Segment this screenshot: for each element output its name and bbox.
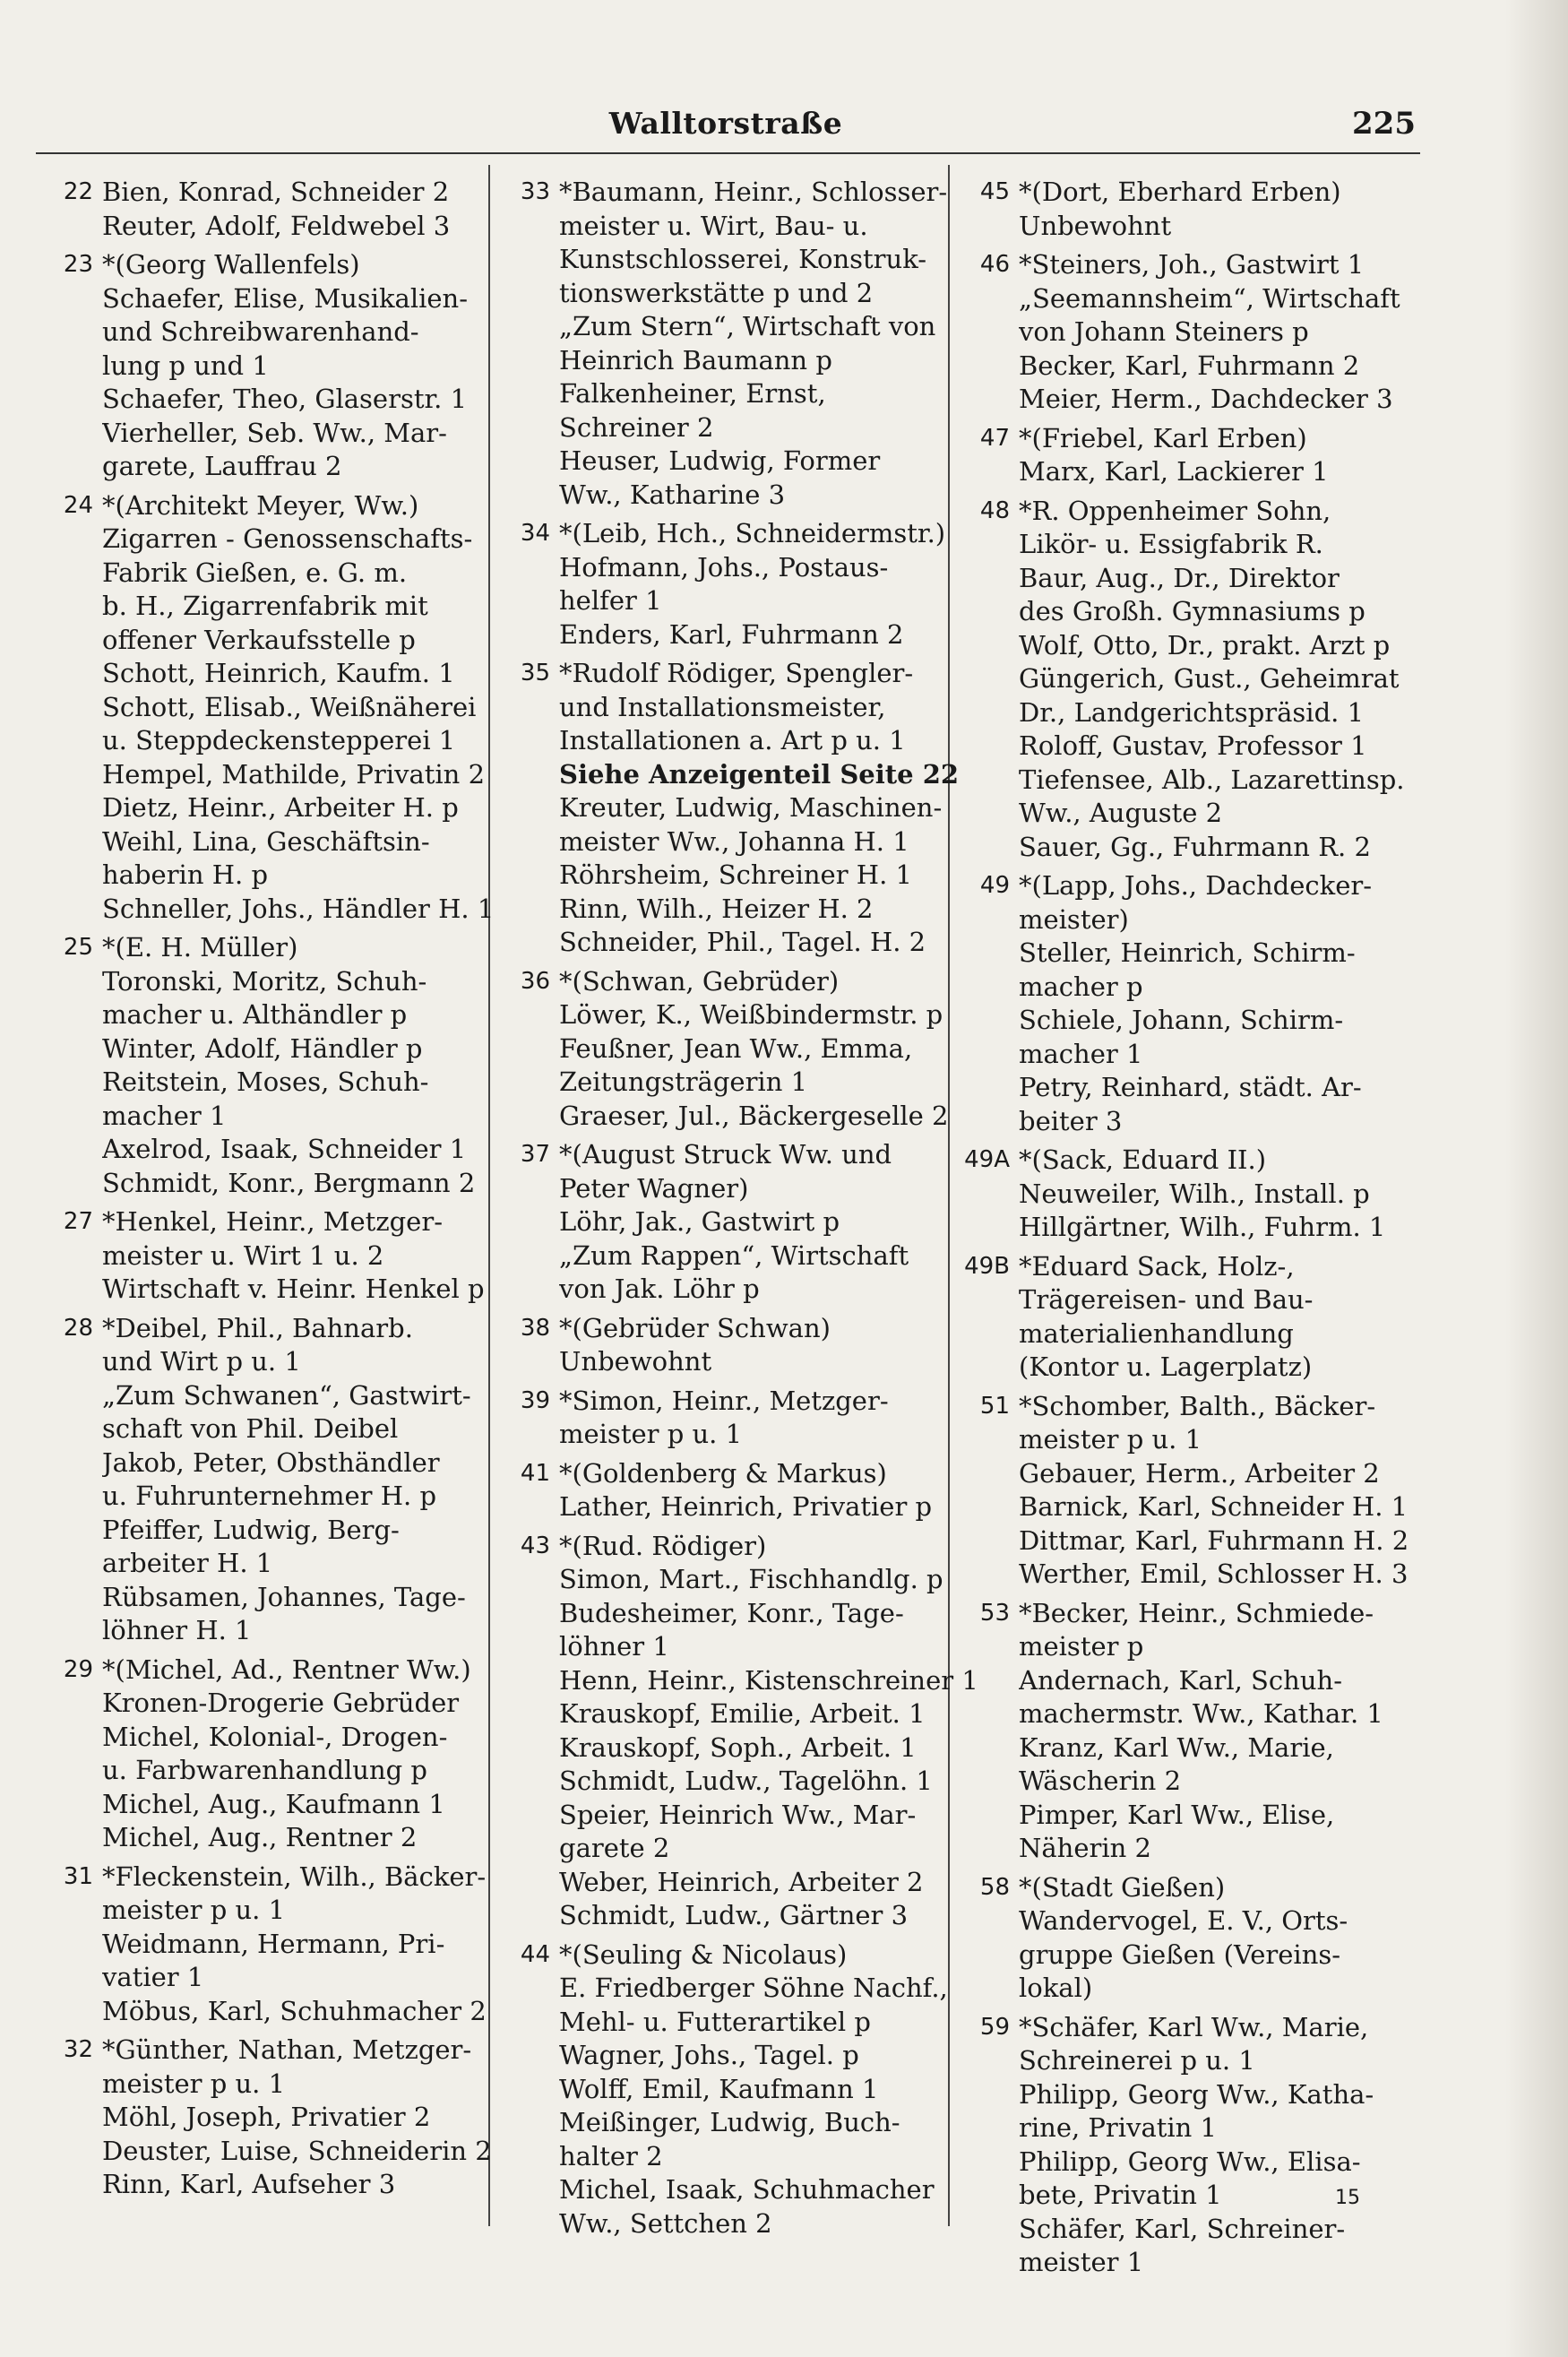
house-entry bbox=[954, 422, 1402, 489]
house-number: 28 bbox=[63, 1314, 93, 1342]
house-number: 48 bbox=[979, 496, 1010, 524]
house-number: 29 bbox=[63, 1655, 93, 1683]
resident-line: Enders, Karl, Fuhrmann 2 bbox=[559, 618, 904, 650]
resident-line: von Johann Steiners p bbox=[1019, 316, 1309, 347]
house-entry bbox=[495, 176, 948, 512]
resident-line: *R. Oppenheimer Sohn, bbox=[1019, 495, 1331, 526]
resident-line: Hempel, Mathilde, Privatin 2 bbox=[102, 758, 486, 790]
resident-line: Unbewohnt bbox=[559, 1346, 712, 1377]
resident-line: meister p u. 1 bbox=[559, 1419, 743, 1449]
resident-line: Peter Wagner) bbox=[559, 1172, 749, 1204]
house-number: 46 bbox=[979, 251, 1010, 278]
resident-line: Reuter, Adolf, Feldwebel 3 bbox=[102, 210, 451, 241]
resident-line: Schott, Heinrich, Kaufm. 1 bbox=[102, 658, 455, 688]
house-number: 38 bbox=[520, 1314, 550, 1342]
house-number: 37 bbox=[520, 1141, 550, 1168]
resident-line: Marx, Karl, Lackierer 1 bbox=[1019, 456, 1329, 487]
resident-line: *(Leib, Hch., Schneidermstr.) bbox=[559, 518, 946, 548]
resident-line: Kranz, Karl Ww., Marie, bbox=[1019, 1731, 1334, 1763]
resident-line: b. H., Zigarrenfabrik mit bbox=[102, 591, 428, 621]
resident-line: meister p u. 1 bbox=[1019, 1424, 1202, 1455]
resident-line: Toronski, Moritz, Schuh- bbox=[102, 965, 427, 997]
resident-line: Weihl, Lina, Geschäftsin- bbox=[102, 825, 430, 857]
resident-line: Jakob, Peter, Obsthändler bbox=[102, 1446, 440, 1478]
resident-line: Baur, Aug., Dr., Direktor bbox=[1019, 562, 1340, 593]
header-rule bbox=[36, 152, 1420, 154]
resident-line: lung p und 1 bbox=[102, 350, 269, 381]
resident-line: Rinn, Wilh., Heizer H. 2 bbox=[559, 893, 874, 924]
street-title: Walltorstraße bbox=[608, 106, 843, 141]
house-entry bbox=[495, 657, 960, 960]
house-entry bbox=[495, 517, 946, 652]
resident-line: und Wirt p u. 1 bbox=[102, 1346, 301, 1377]
resident-line: Schott, Elisab., Weißnäherei bbox=[102, 691, 477, 722]
resident-line: Schmidt, Ludw., Tagelöhn. 1 bbox=[559, 1766, 933, 1796]
house-entry bbox=[495, 965, 949, 1134]
house-number: 39 bbox=[520, 1386, 550, 1414]
resident-line: rine, Privatin 1 bbox=[1019, 2112, 1218, 2143]
sheet-mark: 15 bbox=[1335, 2187, 1360, 2209]
house-entry bbox=[495, 1312, 943, 1379]
house-number: 36 bbox=[520, 967, 550, 995]
resident-line: u. Farbwarenhandlung p bbox=[102, 1755, 427, 1785]
resident-line: beiter 3 bbox=[1019, 1105, 1123, 1136]
resident-line: Tiefensee, Alb., Lazarettinsp. bbox=[1019, 764, 1405, 795]
house-entry bbox=[38, 176, 486, 243]
resident-line: Möbus, Karl, Schuhmacher 2 bbox=[102, 1995, 487, 2026]
resident-line: Philipp, Georg Ww., Katha- bbox=[1019, 2078, 1374, 2110]
resident-line: Graeser, Jul., Bäckergeselle 2 bbox=[559, 1100, 949, 1131]
resident-line: „Zum Rappen“, Wirtschaft bbox=[559, 1239, 909, 1271]
house-number: 23 bbox=[63, 251, 93, 278]
resident-line: Näherin 2 bbox=[1019, 1833, 1151, 1863]
resident-line: löhner 1 bbox=[559, 1631, 669, 1662]
resident-line: Winter, Adolf, Händler p bbox=[102, 1032, 423, 1064]
house-number: 43 bbox=[520, 1532, 550, 1559]
resident-line: *Steiners, Joh., Gastwirt 1 bbox=[1019, 249, 1365, 280]
resident-line: *(Schwan, Gebrüder) bbox=[559, 965, 840, 997]
resident-line: *(Stadt Gießen) bbox=[1019, 1871, 1226, 1903]
resident-line: arbeiter H. 1 bbox=[102, 1548, 273, 1578]
resident-line: Wolff, Emil, Kaufmann 1 bbox=[559, 2073, 879, 2104]
resident-line: Möhl, Joseph, Privatier 2 bbox=[102, 2102, 431, 2132]
resident-line: u. Fuhrunternehmer H. p bbox=[102, 1481, 437, 1511]
house-number: 35 bbox=[520, 660, 550, 686]
resident-line: Feußner, Jean Ww., Emma, bbox=[559, 1032, 913, 1064]
resident-line: Schaefer, Elise, Musikalien- bbox=[102, 282, 469, 314]
resident-line: Rübsamen, Johannes, Tage- bbox=[102, 1581, 466, 1612]
resident-line: Andernach, Karl, Schuh- bbox=[1019, 1664, 1342, 1696]
resident-line: Schreinerei p u. 1 bbox=[1019, 2045, 1255, 2076]
resident-line: Schiele, Johann, Schirm- bbox=[1019, 1005, 1344, 1035]
resident-line: Kunstschlosserei, Konstruk- bbox=[559, 244, 927, 274]
resident-line: Deuster, Luise, Schneiderin 2 bbox=[102, 2135, 492, 2166]
resident-line: Kreuter, Ludwig, Maschinen- bbox=[559, 792, 943, 823]
resident-line: *Simon, Heinr., Metzger- bbox=[559, 1385, 889, 1416]
house-entry bbox=[38, 1653, 486, 1855]
resident-line: Wandervogel, E. V., Orts- bbox=[1019, 1905, 1348, 1936]
house-entry bbox=[38, 1312, 486, 1648]
resident-line: meister Ww., Johanna H. 1 bbox=[559, 825, 909, 857]
resident-line: von Jak. Löhr p bbox=[559, 1273, 760, 1304]
resident-line: Wirtschaft v. Heinr. Henkel p bbox=[102, 1273, 485, 1304]
resident-line: Dietz, Heinr., Arbeiter H. p bbox=[102, 792, 459, 823]
house-entry bbox=[495, 1938, 948, 2241]
resident-line: Wäscherin 2 bbox=[1019, 1766, 1182, 1796]
house-number: 49A bbox=[964, 1146, 1010, 1173]
resident-line: *(Sack, Eduard II.) bbox=[1019, 1144, 1267, 1175]
resident-line: Heuser, Ludwig, Former bbox=[559, 445, 881, 476]
house-entry bbox=[38, 931, 486, 1200]
house-number: 32 bbox=[63, 2036, 93, 2063]
resident-line: bete, Privatin 1 bbox=[1019, 2180, 1222, 2210]
resident-line: *(Seuling & Nicolaus) bbox=[559, 1938, 848, 1970]
resident-line: *Becker, Heinr., Schmiede- bbox=[1019, 1597, 1374, 1628]
resident-line: meister p u. 1 bbox=[102, 1895, 286, 1925]
resident-line: lokal) bbox=[1019, 1973, 1093, 2003]
resident-line: Zeitungsträgerin 1 bbox=[559, 1066, 808, 1097]
house-entry bbox=[495, 1138, 943, 1307]
resident-line: Michel, Kolonial-, Drogen- bbox=[102, 1721, 448, 1752]
house-entry bbox=[954, 2011, 1402, 2280]
house-entry bbox=[954, 1390, 1409, 1592]
resident-line: Budesheimer, Konr., Tage- bbox=[559, 1597, 904, 1628]
resident-line: *(Gebrüder Schwan) bbox=[559, 1312, 831, 1343]
resident-line: Schneider, Phil., Tagel. H. 2 bbox=[559, 927, 926, 957]
resident-line: *(Architekt Meyer, Ww.) bbox=[102, 489, 419, 521]
house-number: 44 bbox=[520, 1940, 550, 1968]
resident-line: Pfeiffer, Ludwig, Berg- bbox=[102, 1514, 400, 1545]
house-entry bbox=[38, 2033, 492, 2202]
house-number: 49B bbox=[964, 1252, 1010, 1280]
resident-line: Löwer, K., Weißbindermstr. p bbox=[559, 999, 943, 1030]
house-entry bbox=[954, 1250, 1402, 1385]
resident-line: Ww., Katharine 3 bbox=[559, 479, 786, 510]
resident-line: Meißinger, Ludwig, Buch- bbox=[559, 2107, 900, 2137]
house-number: 31 bbox=[63, 1862, 93, 1890]
resident-line: des Großh. Gymnasiums p bbox=[1019, 596, 1366, 626]
resident-line: Trägereisen- und Bau- bbox=[1019, 1284, 1314, 1315]
house-entry bbox=[495, 1457, 943, 1524]
house-number: 51 bbox=[979, 1392, 1010, 1420]
resident-line: *Rudolf Rödiger, Spengler- bbox=[559, 658, 914, 688]
resident-line: halter 2 bbox=[559, 2140, 663, 2171]
resident-line: Meier, Herm., Dachdecker 3 bbox=[1019, 384, 1393, 414]
resident-line: *(Friebel, Karl Erben) bbox=[1019, 422, 1307, 453]
resident-line: Röhrsheim, Schreiner H. 1 bbox=[559, 859, 912, 890]
resident-line: macher u. Althändler p bbox=[102, 999, 408, 1030]
resident-line: Steller, Heinrich, Schirm- bbox=[1019, 937, 1356, 968]
resident-line: Schäfer, Karl, Schreiner- bbox=[1019, 2213, 1346, 2244]
resident-line: *(Michel, Ad., Rentner Ww.) bbox=[102, 1653, 471, 1685]
house-number: 24 bbox=[63, 491, 93, 519]
resident-line: „Seemannsheim“, Wirtschaft bbox=[1019, 282, 1400, 314]
resident-line: Schmidt, Ludw., Gärtner 3 bbox=[559, 1900, 909, 1930]
resident-line: *(E. H. Müller) bbox=[102, 932, 298, 963]
resident-line: *Baumann, Heinr., Schlosser- bbox=[559, 177, 948, 207]
resident-line: meister p bbox=[1019, 1631, 1144, 1662]
house-entry bbox=[495, 1530, 978, 1933]
house-number: 58 bbox=[979, 1873, 1010, 1901]
resident-line: Mehl- u. Futterartikel p bbox=[559, 2006, 871, 2037]
resident-line: Dittmar, Karl, Fuhrmann H. 2 bbox=[1019, 1524, 1409, 1556]
resident-line: vatier 1 bbox=[102, 1962, 204, 1992]
resident-line: gruppe Gießen (Vereins- bbox=[1019, 1938, 1341, 1970]
resident-line: Roloff, Gustav, Professor 1 bbox=[1019, 730, 1367, 761]
resident-line: meister 1 bbox=[1019, 2247, 1144, 2277]
resident-line: Michel, Isaak, Schuhmacher bbox=[559, 2174, 935, 2205]
resident-line: garete 2 bbox=[559, 1833, 670, 1863]
resident-line: Weber, Heinrich, Arbeiter 2 bbox=[559, 1866, 924, 1897]
resident-line: *Schäfer, Karl Ww., Marie, bbox=[1019, 2011, 1369, 2042]
resident-line: Henn, Heinr., Kistenschreiner 1 bbox=[559, 1664, 978, 1696]
page-number: 225 bbox=[1352, 106, 1416, 142]
resident-line: *Schomber, Balth., Bäcker- bbox=[1019, 1390, 1376, 1421]
house-number: 33 bbox=[520, 178, 550, 205]
house-entry bbox=[954, 176, 1402, 243]
resident-line: Zigarren - Genossenschafts- bbox=[102, 523, 473, 554]
resident-line: Simon, Mart., Fischhandlg. p bbox=[559, 1564, 943, 1594]
resident-line: *Günther, Nathan, Metzger- bbox=[102, 2034, 472, 2065]
house-number: 59 bbox=[979, 2013, 1010, 2041]
resident-line: garete, Lauffrau 2 bbox=[102, 451, 342, 481]
resident-line: machermstr. Ww., Kathar. 1 bbox=[1019, 1698, 1383, 1729]
resident-line: meister u. Wirt, Bau- u. bbox=[559, 210, 868, 241]
column-divider bbox=[488, 165, 490, 2226]
house-entry bbox=[954, 1144, 1402, 1245]
resident-line: Sauer, Gg., Fuhrmann R. 2 bbox=[1019, 831, 1371, 862]
house-entry bbox=[38, 489, 495, 927]
resident-line: Heinrich Baumann p bbox=[559, 344, 832, 376]
resident-line: Krauskopf, Soph., Arbeit. 1 bbox=[559, 1731, 917, 1763]
resident-line: *Deibel, Phil., Bahnarb. bbox=[102, 1312, 413, 1343]
resident-line: und Schreibwarenhand- bbox=[102, 316, 419, 347]
house-entry bbox=[38, 1861, 486, 2029]
resident-line: *Eduard Sack, Holz-, bbox=[1019, 1250, 1295, 1282]
resident-line: löhner H. 1 bbox=[102, 1615, 252, 1645]
resident-line: Hillgärtner, Wilh., Fuhrm. 1 bbox=[1019, 1212, 1386, 1242]
house-number: 49 bbox=[979, 872, 1010, 899]
house-number: 41 bbox=[520, 1459, 550, 1487]
house-entry bbox=[954, 248, 1402, 417]
resident-line: Ww., Auguste 2 bbox=[1019, 798, 1223, 828]
resident-line: Wolf, Otto, Dr., prakt. Arzt p bbox=[1019, 629, 1391, 660]
resident-line: Lather, Heinrich, Privatier p bbox=[559, 1491, 933, 1522]
resident-line: Dr., Landgerichtspräsid. 1 bbox=[1019, 696, 1365, 728]
house-entry bbox=[38, 1205, 486, 1307]
resident-line: tionswerkstätte p und 2 bbox=[559, 277, 874, 308]
resident-line: Werther, Emil, Schlosser H. 3 bbox=[1019, 1558, 1409, 1589]
resident-line: *(Lapp, Johs., Dachdecker- bbox=[1019, 870, 1373, 901]
resident-line: offener Verkaufsstelle p bbox=[102, 624, 416, 655]
resident-line: Krauskopf, Emilie, Arbeit. 1 bbox=[559, 1698, 926, 1729]
resident-line: Barnick, Karl, Schneider H. 1 bbox=[1019, 1491, 1409, 1522]
resident-line: Schreiner 2 bbox=[559, 411, 714, 443]
resident-line: macher p bbox=[1019, 971, 1143, 1002]
house-entry bbox=[954, 1597, 1402, 1866]
house-number: 22 bbox=[63, 178, 93, 205]
resident-line: „Zum Stern“, Wirtschaft von bbox=[559, 311, 936, 341]
page-edge bbox=[1505, 0, 1568, 2357]
resident-line: u. Steppdeckenstepperei 1 bbox=[102, 725, 456, 755]
resident-line: meister) bbox=[1019, 903, 1129, 935]
resident-line: Axelrod, Isaak, Schneider 1 bbox=[102, 1134, 467, 1164]
resident-line: Falkenheiner, Ernst, bbox=[559, 378, 826, 409]
resident-line: Fabrik Gießen, e. G. m. bbox=[102, 557, 408, 588]
resident-line: schaft von Phil. Deibel bbox=[102, 1413, 399, 1444]
resident-line: Rinn, Karl, Aufseher 3 bbox=[102, 2169, 396, 2199]
resident-line: Pimper, Karl Ww., Elise, bbox=[1019, 1799, 1335, 1830]
resident-line: Löhr, Jak., Gastwirt p bbox=[559, 1206, 840, 1237]
resident-line: Installationen a. Art p u. 1 bbox=[559, 725, 906, 755]
house-entry bbox=[954, 1871, 1402, 2006]
resident-line: *(Rud. Rödiger) bbox=[559, 1530, 767, 1561]
column-middle bbox=[495, 176, 978, 2246]
house-entry bbox=[495, 1385, 943, 1452]
resident-line: meister p u. 1 bbox=[102, 2068, 286, 2099]
resident-line: *Henkel, Heinr., Metzger- bbox=[102, 1206, 443, 1237]
resident-line: Becker, Karl, Fuhrmann 2 bbox=[1019, 350, 1360, 381]
house-number: 47 bbox=[979, 424, 1010, 452]
resident-line: Schaefer, Theo, Glaserstr. 1 bbox=[102, 384, 468, 414]
resident-line: Reitstein, Moses, Schuh- bbox=[102, 1066, 429, 1097]
column-right bbox=[954, 176, 1409, 2285]
resident-line: Philipp, Georg Ww., Elisa- bbox=[1019, 2145, 1361, 2177]
resident-line: Ww., Settchen 2 bbox=[559, 2207, 772, 2239]
house-entry bbox=[38, 248, 486, 484]
house-number: 25 bbox=[63, 934, 93, 961]
resident-line: *(Goldenberg & Markus) bbox=[559, 1457, 887, 1489]
resident-line: macher 1 bbox=[102, 1100, 227, 1131]
resident-line: Kronen-Drogerie Gebrüder bbox=[102, 1688, 460, 1718]
resident-line: Wagner, Johs., Tagel. p bbox=[559, 2040, 859, 2070]
house-entry bbox=[954, 495, 1405, 865]
resident-line: *Fleckenstein, Wilh., Bäcker- bbox=[102, 1861, 487, 1892]
resident-line: meister u. Wirt 1 u. 2 bbox=[102, 1239, 384, 1271]
resident-line: und Installationsmeister, bbox=[559, 691, 886, 722]
resident-line: Likör- u. Essigfabrik R. bbox=[1019, 529, 1323, 559]
resident-line: Weidmann, Hermann, Pri- bbox=[102, 1928, 445, 1959]
resident-line: (Kontor u. Lagerplatz) bbox=[1019, 1351, 1313, 1382]
resident-line: Petry, Reinhard, städt. Ar- bbox=[1019, 1072, 1362, 1102]
resident-line: Neuweiler, Wilh., Install. p bbox=[1019, 1178, 1370, 1209]
resident-line: Michel, Aug., Kaufmann 1 bbox=[102, 1788, 445, 1819]
house-number: 27 bbox=[63, 1208, 93, 1235]
resident-line: Bien, Konrad, Schneider 2 bbox=[102, 177, 450, 207]
resident-line: helfer 1 bbox=[559, 585, 662, 616]
house-number: 45 bbox=[979, 178, 1010, 205]
resident-line: macher 1 bbox=[1019, 1038, 1143, 1069]
resident-line: Güngerich, Gust., Geheimrat bbox=[1019, 663, 1400, 694]
resident-line: E. Friedberger Söhne Nachf., bbox=[559, 1973, 948, 2003]
house-number: 34 bbox=[520, 520, 550, 547]
resident-line: Schneller, Johs., Händler H. 1 bbox=[102, 893, 495, 924]
resident-line: Unbewohnt bbox=[1019, 210, 1172, 241]
page-header bbox=[36, 106, 1416, 151]
resident-line: Gebauer, Herm., Arbeiter 2 bbox=[1019, 1457, 1380, 1489]
resident-line: Schmidt, Konr., Bergmann 2 bbox=[102, 1167, 476, 1198]
house-number: 53 bbox=[979, 1599, 1010, 1627]
resident-line: haberin H. p bbox=[102, 859, 269, 890]
house-entry bbox=[954, 869, 1402, 1138]
resident-line: Michel, Aug., Rentner 2 bbox=[102, 1822, 418, 1852]
column-left bbox=[38, 176, 495, 2207]
resident-line: „Zum Schwanen“, Gastwirt- bbox=[102, 1379, 471, 1411]
resident-line: Hofmann, Johs., Postaus- bbox=[559, 551, 889, 583]
resident-line: Siehe Anzeigenteil Seite 22 bbox=[559, 758, 960, 790]
resident-line: *(Dort, Eberhard Erben) bbox=[1019, 177, 1341, 207]
resident-line: Speier, Heinrich Ww., Mar- bbox=[559, 1799, 917, 1830]
resident-line: materialienhandlung bbox=[1019, 1317, 1294, 1349]
resident-line: *(August Struck Ww. und bbox=[559, 1139, 892, 1170]
resident-line: Vierheller, Seb. Ww., Mar- bbox=[102, 417, 447, 448]
resident-line: *(Georg Wallenfels) bbox=[102, 249, 360, 280]
